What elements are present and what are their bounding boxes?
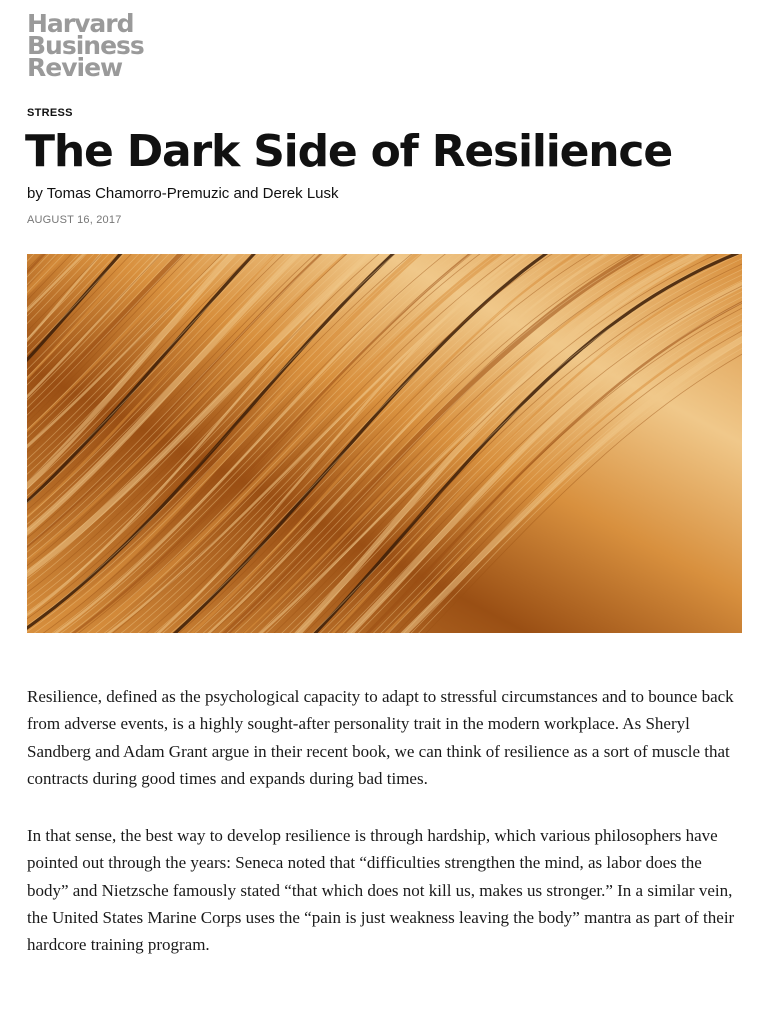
hbr-logo[interactable]	[27, 9, 144, 82]
paragraph-2: In that sense, the best way to develop resilience is through hardship, which various philosophers have pointed out through the years: Seneca noted that “difficulties strengthen the mind, as labor does the body” and Nietzsche famously stated “that which does not kill us, makes us stronger.” In a similar vein, the United States Marine Corps uses the “pain is just weakness leaving the body” mantra as part of their hardcore training program.	[27, 826, 735, 955]
hero-image	[27, 254, 742, 633]
logo-line-business: Business	[27, 31, 144, 60]
article-byline[interactable]: by Tomas Chamorro-Premuzic and Derek Lusk	[27, 185, 339, 202]
wood-grain-image	[27, 254, 742, 633]
paragraph-1: Resilience, defined as the psychological capacity to adapt to stressful circumstances and to bounce back from adverse events, is a highly sought-after personality trait in the modern workplace. As Sheryl Sandberg and Adam Grant argue in their recent book, we can think of resilience as a sort of muscle that contracts during good times and expands during bad times.	[27, 687, 734, 788]
logo-line-review: Review	[27, 53, 123, 82]
topic-link[interactable]: STRESS	[27, 107, 73, 119]
article-title: The Dark Side of Resilience	[25, 126, 672, 177]
logo-line-harvard: Harvard	[27, 9, 134, 38]
article-date: AUGUST 16, 2017	[27, 214, 122, 226]
